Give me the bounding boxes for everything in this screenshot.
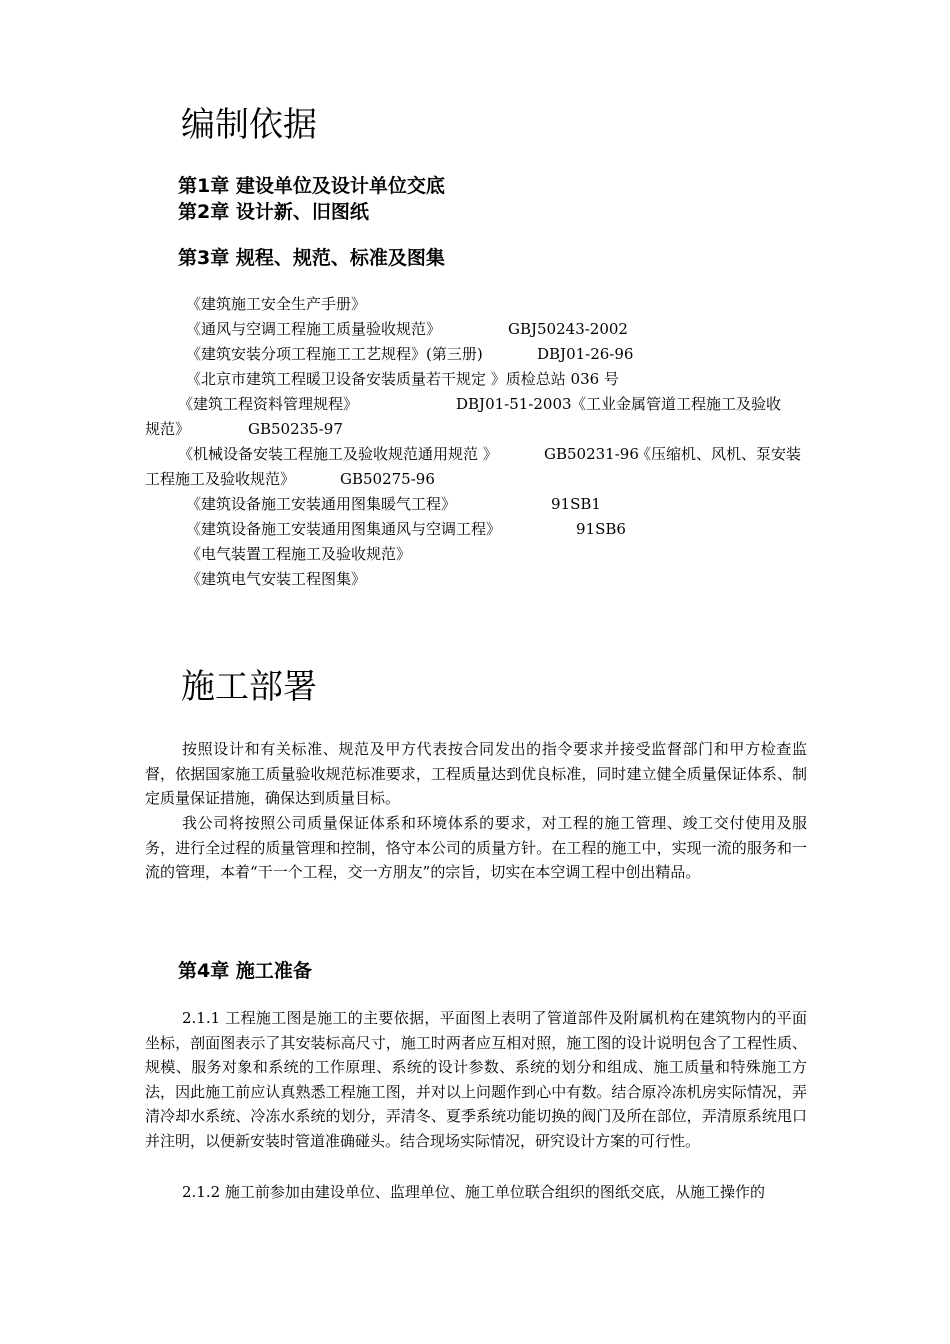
reference-item: 《建筑安装分项工程施工工艺规程》(第三册) (186, 345, 483, 363)
reference-item: 《建筑工程资料管理规程》 (178, 395, 359, 413)
reference-item: 工程施工及验收规范》 (145, 470, 296, 488)
chapter-3-heading: 第3章 规程、规范、标准及图集 (178, 247, 445, 269)
reference-item: 《建筑电气安装工程图集》 (186, 570, 367, 588)
prep-paragraph-2: 2.1.2 施工前参加由建设单位、监理单位、施工单位联合组织的图纸交底，从施工操作的 (182, 1183, 765, 1201)
reference-code: GB50235-97 (248, 420, 343, 438)
reference-code: GB50231-96 (544, 445, 639, 463)
reference-code: DBJ01-51-2003 (456, 395, 572, 413)
reference-item: 《通风与空调工程施工质量验收规范》 (186, 320, 442, 338)
reference-item: 《机械设备安装工程施工及验收规范通用规范 》 (178, 445, 498, 463)
reference-code: GBJ50243-2002 (508, 320, 628, 338)
reference-item: 规范》 (145, 420, 191, 438)
deploy-paragraph-1: 按照设计和有关标准、规范及甲方代表按合同发出的指令要求并接受监督部门和甲方检查监督，依据国家施工质量验收规范标准要求，工程质量达到优良标准，同时建立健全质量保证体系、制定质量保证措施，确保达到质量目标。 (145, 740, 807, 807)
reference-item: 《北京市建筑工程暖卫设备安装质量若干规定 》质检总站 036 号 (186, 370, 619, 388)
chapter-2-heading: 第2章 设计新、旧图纸 (178, 201, 369, 223)
reference-code: GB50275-96 (340, 470, 435, 488)
chapter-1-heading: 第1章 建设单位及设计单位交底 (178, 175, 445, 197)
deploy-title: 施工部署 (181, 667, 317, 707)
reference-item: 《电气装置工程施工及验收规范》 (186, 545, 412, 563)
basis-title: 编制依据 (181, 105, 317, 145)
reference-code: 91SB1 (551, 495, 601, 513)
reference-code: 91SB6 (576, 520, 626, 538)
reference-item: 《建筑施工安全生产手册》 (186, 295, 367, 313)
deploy-paragraph-2: 我公司将按照公司质量保证体系和环境体系的要求，对工程的施工管理、竣工交付使用及服务，进行全过程的质量管理和控制，恪守本公司的质量方针。在工程的施工中，实现一流的服务和一流的管理，本着“干一个工程，交一方朋友”的宗旨，切实在本空调工程中创出精品。 (145, 814, 807, 881)
reference-item: 《建筑设备施工安装通用图集暖气工程》 (186, 495, 457, 513)
reference-item: 《工业金属管道工程施工及验收 (571, 395, 782, 413)
chapter-4-heading: 第4章 施工准备 (178, 960, 312, 982)
reference-code: DBJ01-26-96 (537, 345, 634, 363)
reference-item: 《建筑设备施工安装通用图集通风与空调工程》 (186, 520, 502, 538)
prep-paragraph-1: 2.1.1 工程施工图是施工的主要依据，平面图上表明了管道部件及附属机构在建筑物内的平面坐标，剖面图表示了其安装标高尺寸，施工时两者应互相对照，施工图的设计说明包含了工程性质、规模、服务对象和系统的工作原理、系统的设计参数、系统的划分和组成、施工质量和特殊施工方法，因此施工前应认真熟悉工程施工图，并对以上问题作到心中有数。结合原冷冻机房实际情况，弄清冷却水系统、冷冻水系统的划分，弄清冬、夏季系统功能切换的阀门及所在部位，弄清原系统甩口并注明，以便新安装时管道准确碰头。结合现场实际情况，研究设计方案的可行性。 (145, 1009, 807, 1150)
reference-item: 《压缩机、风机、泵安装 (636, 445, 802, 463)
